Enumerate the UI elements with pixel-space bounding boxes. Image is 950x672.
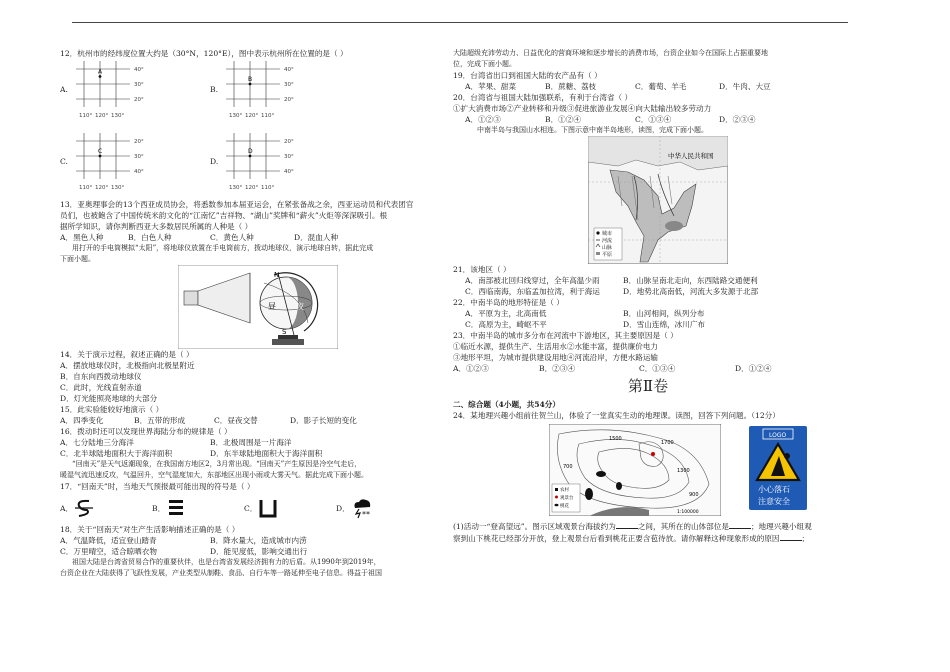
lat-tick-label: 30° (284, 154, 294, 160)
q16-stem: 16．拨动时还可以发现世界海陆分布的规律是（ ） (60, 427, 232, 436)
q14-option-a: A．摆放地球仪时，北极指向北极星附近 (60, 361, 195, 370)
q13-option-b: B．白色人种 (128, 233, 172, 242)
legend-river: 河流 (602, 238, 613, 244)
lon-tick-label: 130° (229, 113, 243, 119)
answer-blank-3[interactable] (780, 532, 802, 541)
location-point (99, 75, 102, 78)
map-country-label: 中华人民共和国 (668, 152, 714, 160)
globe-n-label: N (274, 271, 280, 279)
q19-stem: 19．台湾省出口到祖国大陆的农产品有（ ） (453, 71, 602, 80)
q23-option-d: D．①②④ (735, 364, 772, 373)
flashlight-icon (184, 291, 198, 305)
header-rule (72, 22, 848, 23)
lon-tick-label: 120° (245, 185, 259, 191)
passage-3-line-2: 台资企业在大陆获得了飞跃性发展，产业类型从制鞋、食品、自行车等一路延伸至电子信息。得益于祖国 (60, 569, 382, 577)
q19-option-d: D．牛肉、大豆 (719, 82, 771, 91)
q21-option-b: B．山脉呈南北走向，东西陆路交通便利 (623, 276, 758, 285)
falling-rock-sign (749, 426, 807, 510)
lon-tick-label: 110° (261, 185, 275, 191)
lat-tick-label: 40° (134, 169, 144, 175)
lon-tick-label: 120° (245, 113, 259, 119)
right-column (453, 48, 843, 544)
legend-city: 城市 (602, 231, 613, 237)
lat-tick-label: 20° (134, 139, 144, 145)
lat-tick-label: 20° (134, 97, 144, 103)
lat-tick-label: 20° (284, 97, 294, 103)
q24-stem: 24．某地理兴趣小组前往贺兰山，体验了一堂真实生动的地理课。读图，回答下列问题。（12分） (453, 411, 780, 420)
grid-svg (74, 59, 154, 121)
q18-options-1 (60, 535, 444, 546)
q20-stem: 20．台湾省与祖国大陆加强联系，有利于台湾省（ ） (453, 93, 633, 102)
lon-tick-label: 110° (79, 113, 93, 119)
q24-1-text-d: 察到山下桃花已经部分开放，登上观景台后看到桃花正要含苞待放。请你解释这种现象形成的原因 (453, 534, 780, 543)
q12-grid-a (60, 59, 200, 119)
q19-options (453, 81, 843, 92)
q17-option-a (60, 496, 152, 520)
option-label: D． (336, 503, 350, 513)
legend-peach: 桃花 (560, 504, 569, 509)
passage-3b-line-2: 位，完成下面小题。 (453, 60, 516, 68)
q18-option-b: B．降水量大，造成城市内涝 (210, 536, 307, 545)
lon-tick-label: 120° (95, 113, 109, 119)
point-label: B (248, 76, 253, 83)
left-column (60, 48, 444, 579)
q23-stem: 23．中南半岛的城市多分布在河流中下游地区，其主要原因是（ ） (453, 331, 678, 340)
lat-tick-label: 30° (134, 82, 144, 88)
passage-2-line-1: “回南天”是天气返潮现象，在我国南方地区2，3月常出现。“回南天”产生原因是冷空气走后， (72, 460, 362, 468)
helan-contour-map (549, 424, 721, 516)
q22-options-2 (453, 319, 843, 330)
q12-grid-d (210, 131, 350, 191)
q21-options-1 (453, 275, 843, 286)
q14-option-d: D．灯光能照亮地球的大部分 (60, 394, 158, 403)
passage-4: 中南半岛与我国山水相连。下图示意中南半岛地形，读图，完成下面小题。 (477, 126, 708, 134)
q18-option-c: C．万里晴空，适合晾晒衣物 (60, 547, 157, 556)
passage-1-line-1: 用打开的手电筒模拟“太阳”，将地球仪放置在手电筒前方，拨动地球仪，演示地球自转，据此完成 (72, 244, 374, 252)
lon-tick-label: 120° (95, 185, 109, 191)
sign-text-1: 小心落石 (758, 485, 790, 494)
sign-logo: LOGO (769, 432, 787, 439)
location-point (99, 155, 102, 158)
q12-grid-options (60, 59, 444, 199)
lat-tick-label: 30° (284, 82, 294, 88)
lon-tick-label: 130° (111, 113, 125, 119)
q13-option-c: C．黄色人种 (210, 233, 254, 242)
answer-blank-2[interactable] (729, 520, 751, 529)
part-2-title: 第Ⅱ卷 (627, 377, 669, 395)
q19-option-b: B．蔗糖、荔枝 (545, 82, 597, 91)
lon-tick-label: 110° (79, 185, 93, 191)
option-label: C． (244, 503, 258, 513)
q17-option-b (152, 496, 244, 520)
q16-option-c: C．北半球陆地面积大于海洋面积 (60, 449, 173, 458)
contour-1300: 1300 (677, 468, 690, 474)
q13-stem-3: 据所学知识，请你判断西亚大多数居民所属的人种是（ ） (60, 222, 253, 231)
q18-option-d: D．能见度低，影响交通出行 (210, 547, 308, 556)
option-label: A. (60, 85, 68, 94)
passage-1-line-2: 下面小题。 (60, 255, 95, 263)
q16-option-d: D．东半球陆地面积大于海洋面积 (210, 449, 323, 458)
q14-option-c: C．此时，光线直射赤道 (60, 383, 142, 392)
q17-stem: 17．“回南天”时，当地天气预报最可能出现的符号是（ ） (60, 482, 255, 491)
legend-viewpoint: 观景台 (560, 496, 574, 501)
contour-700: 700 (563, 464, 573, 470)
q23-statements-2: ③地形平坦，为城市提供建设用地④河流沿岸，方便水路运输 (453, 353, 659, 362)
q22-option-d: D．雪山连绵，冰川广布 (623, 320, 706, 329)
location-point (249, 155, 252, 158)
contour-900: 900 (689, 492, 699, 498)
passage-3b-line-1: 大陆超级充沛劳动力、日益优化的营商环境和逐步增长的消费市场，台资企业如今在国际上占据重要地 (453, 49, 768, 57)
globe-flashlight-figure (178, 265, 338, 349)
q13-option-a: A．黑色人种 (60, 233, 104, 242)
legend-plain: 平原 (602, 252, 613, 258)
option-label: D. (210, 157, 219, 166)
q20-option-a: A．①②③ (465, 115, 501, 124)
q16-options-1 (60, 437, 444, 448)
lat-tick-label: 40° (284, 67, 294, 73)
q24-1-text-b: 之间，其所在的山体部位是 (637, 522, 729, 531)
q14-stem: 14．关于演示过程，叙述正确的是（ ） (60, 350, 194, 359)
q15-option-c: C．昼夜交替 (214, 416, 258, 425)
lon-tick-label: 110° (261, 113, 275, 119)
q15-stem: 15．此实验能较好地演示（ ） (60, 405, 164, 414)
q15-option-d: D．影子长短的变化 (290, 416, 357, 425)
q19-option-a: A．苹果、甜菜 (465, 82, 517, 91)
q15-options (60, 415, 444, 426)
contour-1500: 1500 (609, 436, 622, 442)
q24-figures (453, 424, 843, 516)
lon-tick-label: 130° (111, 185, 125, 191)
q12-grid-b (210, 59, 350, 119)
fog-icon (165, 496, 187, 520)
map-lon-label (652, 136, 666, 137)
q13-stem-2: 员们，也被飽含了中国传统米韵文化的“江南忆”吉祥物、“湖山”奖牌和“薪火”火炬等深深吸引。根 (60, 211, 388, 220)
globe-day-label: 昼 (268, 302, 276, 311)
location-point (249, 83, 252, 86)
q23-statements-1: ①临近水源，提供生产、生活用水②水能丰富，提供廉价电力 (453, 342, 659, 351)
point-label: C (98, 148, 103, 155)
q19-option-c: C．葡萄、羊毛 (635, 82, 687, 91)
passage-2-line-2: 暖湿气流迅速反攻，气温回升，空气湿度加大，东部地区出现小雨或大雾天气。据此完成下面小题。 (60, 471, 368, 479)
q16-option-a: A．七分陆地三分海洋 (60, 438, 134, 447)
q21-option-c: C．西临南海，东临孟加拉湾，利于海运 (465, 287, 600, 296)
q16-options-2 (60, 448, 444, 459)
grid-svg (74, 131, 154, 193)
q17-option-d (336, 496, 428, 520)
map-scale: 1:100000 (677, 510, 699, 515)
lat-tick-label: 30° (134, 154, 144, 160)
q24-1-line-2 (453, 532, 843, 544)
u-bracket-icon (257, 496, 279, 520)
q15-option-b: B．五带的形成 (134, 416, 186, 425)
legend-village: 农村 (560, 488, 569, 493)
q20-options (453, 114, 843, 125)
legend-mountain: 山脉 (602, 245, 613, 251)
q22-option-b: B．山河相间，纵列分布 (623, 309, 705, 318)
q22-stem: 22．中南半岛的地形特征是（ ） (453, 298, 564, 307)
indochina-map (588, 136, 728, 264)
lat-tick-label: 20° (284, 139, 294, 145)
q12-stem: 12．杭州市的经纬度位置大约是（30°N，120°E），图中表示杭州所在位置的是（ ） (60, 49, 348, 58)
option-label: B. (210, 85, 218, 94)
q18-stem: 18．关于“回南天”对生产生活影响描述正确的是（ ） (60, 525, 240, 534)
q18-options-2 (60, 546, 444, 557)
sign-text-2: 注意安全 (758, 497, 790, 506)
q21-option-a: A．南部被北回归线穿过，全年高温少雨 (465, 276, 600, 285)
grid-svg (224, 59, 304, 121)
q17-options (60, 492, 444, 524)
q21-option-d: D．地势北高南低，河流大多发源于北部 (623, 287, 759, 296)
q14-option-b: B．自东向西拨动地球仪 (60, 372, 142, 381)
q23-option-c: C．①③④ (639, 364, 676, 373)
q23-options (453, 363, 843, 374)
point-label: D (248, 148, 253, 155)
q24-1-text-c: ；地理兴趣小组观 (750, 522, 812, 531)
q15-option-a: A．四季变化 (60, 416, 104, 425)
q24-1-text-a: (1)活动一“登高望远”。图示区域观景台海拔约为 (453, 522, 616, 531)
q22-options-1 (453, 308, 843, 319)
q20-option-b: B．①②④ (545, 115, 581, 124)
passage-3-line-1: 祖国大陆是台湾省贸易合作的重要伙伴，也是台湾省发展经济拥有力的后盾。从1990年到2019年， (72, 558, 381, 566)
lat-tick-label: 40° (284, 169, 294, 175)
option-label: A． (60, 503, 74, 513)
lon-tick-label: 130° (229, 185, 243, 191)
thunder-rain-icon (350, 496, 374, 520)
q16-option-b: B．北极周围是一片海洋 (210, 438, 292, 447)
globe-night-label: 夜 (296, 302, 304, 311)
q13-stem-1: 13．亚奥理事会的13个西亚成员协会，将悉数参加本届亚运会，在紧张备战之余，西亚运动员和代表团官 (60, 200, 414, 209)
q13-option-d: D．混血人种 (294, 233, 339, 242)
wind-arrow-icon (73, 496, 95, 520)
q20-statements: ①扩大消费市场②产业转移和升级③促进旅游业发展④向大陆输出较多劳动力 (453, 104, 712, 113)
q17-option-c (244, 496, 336, 520)
globe-s-label: S (282, 328, 287, 336)
grid-svg (224, 131, 304, 193)
q21-options-2 (453, 286, 843, 297)
q21-stem: 21．该地区（ ） (453, 265, 511, 274)
q12-grid-c (60, 131, 200, 191)
answer-blank-1[interactable] (616, 520, 638, 529)
lat-tick-label: 40° (134, 67, 144, 73)
q24-1-line-1 (453, 520, 843, 532)
option-label: B． (152, 503, 166, 513)
contour-1700: 1700 (661, 440, 674, 446)
q20-option-d: D．②③④ (719, 115, 756, 124)
point-label: A (98, 68, 103, 76)
q24-1-text-e: ； (801, 534, 810, 543)
q18-option-a: A．气温降低，适宜登山踏青 (60, 536, 157, 545)
section-2-title: 二、综合题（4小题，共54分） (453, 400, 560, 409)
q13-options (60, 232, 444, 243)
q23-option-b: B．②③④ (539, 364, 575, 373)
q22-option-c: C．高原为主，崎岖不平 (465, 320, 547, 329)
option-label: C. (60, 157, 68, 166)
svg-text:**: ** (361, 510, 370, 519)
q23-option-a: A．①②③ (453, 364, 489, 373)
q20-option-c: C．①③④ (635, 115, 672, 124)
q22-option-a: A．平原为主，北高南低 (465, 309, 547, 318)
